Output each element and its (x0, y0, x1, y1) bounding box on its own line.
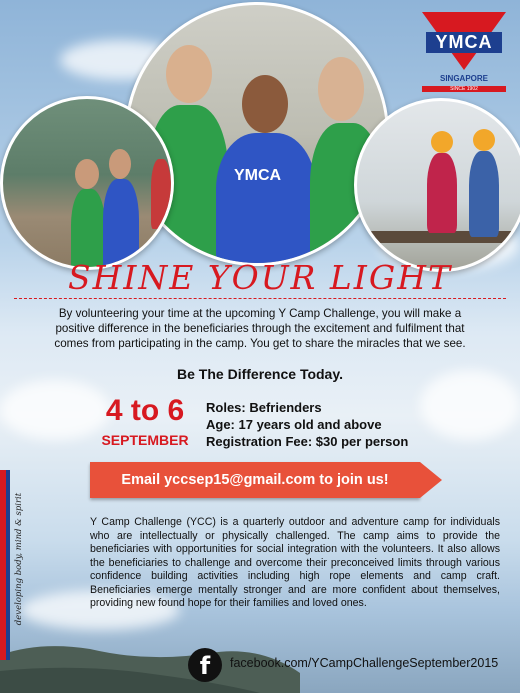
fee-line: Registration Fee: $30 per person (206, 434, 409, 449)
bystander-figure (151, 159, 171, 229)
logo-subtitle: SINGAPORE (439, 74, 488, 83)
climber-helmet (431, 131, 453, 153)
intro-paragraph: By volunteering your time at the upcoming Y Camp Challenge, you will make a positive difference in the beneficiaries through the excitement and fulfilment that comes from participating in the camp. You get to share the miracles that we see. (54, 307, 466, 350)
volunteer-head (166, 45, 212, 103)
facebook-icon[interactable]: f (188, 648, 222, 682)
tagline: Be The Difference Today. (177, 366, 343, 382)
roles-line: Roles: Befrienders (206, 400, 322, 415)
climber-figure (427, 153, 457, 233)
logo-since: SINCE 1902 (422, 86, 506, 92)
volunteer-head (318, 57, 364, 121)
side-motto: developing body, mind & spirit (14, 492, 24, 626)
facebook-link[interactable]: facebook.com/YCampChallengeSeptember2015 (230, 656, 499, 670)
volunteer-figure (103, 179, 139, 270)
participant-head (242, 75, 288, 133)
photo-high-ropes (354, 98, 520, 272)
cloud (0, 380, 110, 440)
participant-figure (216, 133, 316, 266)
shirt-logo: YMCA (234, 167, 282, 184)
date-month: SEPTEMBER (101, 432, 189, 448)
email-cta-banner[interactable]: Email yccsep15@gmail.com to join us! (90, 462, 420, 498)
photo-walking-pair (0, 96, 174, 270)
event-details (206, 399, 408, 450)
climber-helmet (473, 129, 495, 151)
program-description: Y Camp Challenge (YCC) is a quarterly outdoor and adventure camp for individuals who are intellectually or physically challenged. The camp aims to provide the beneficiaries with opportunities for social integration with the volunteers. It also allows the beneficiaries to challenge and overcome their preconceived limits through various confidence building activities including high rope elements and camp craft. Beneficiaries emerge mentally stronger and are more confident about themselves, providing new found hope for their families and loved ones. (90, 516, 500, 609)
age-line: Age: 17 years old and above (206, 417, 382, 432)
volunteer-head (109, 149, 131, 179)
banner-arrow (420, 462, 442, 498)
date-range: 4 to 6 (105, 394, 185, 427)
headline: SHINE YOUR LIGHT (68, 258, 452, 297)
ymca-logo (422, 12, 506, 96)
side-accent-blue (6, 470, 10, 660)
logo-wordmark: YMCA (426, 32, 502, 53)
divider (14, 298, 506, 299)
climber-figure (469, 151, 499, 237)
participant-head (75, 159, 99, 189)
